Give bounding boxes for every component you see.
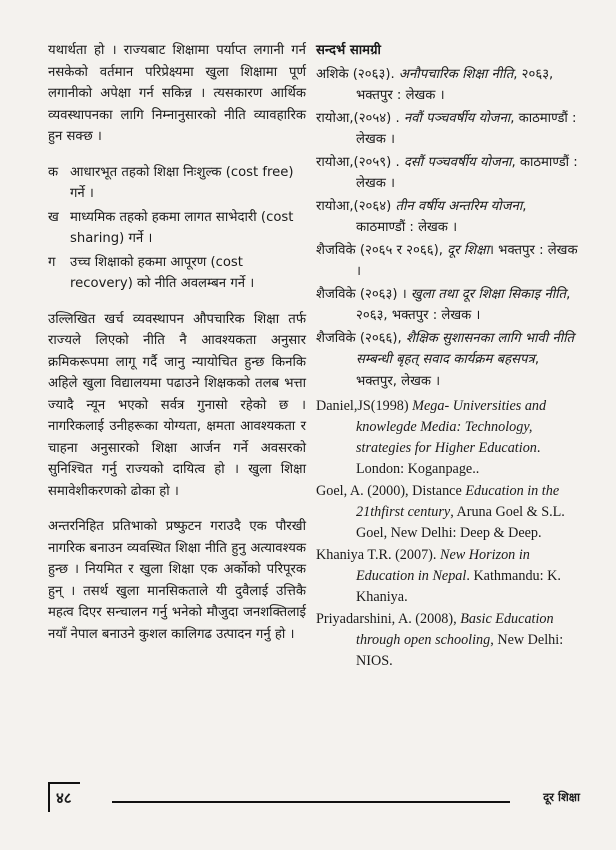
list-item-text: उच्च शिक्षाको हकमा आपूरण (cost recovery) को नीति अवलम्बन गर्ने ।: [70, 254, 255, 291]
reference-text: , Aruna Goel & S.L. Goel, New Delhi: Deep & Deep.: [356, 504, 565, 541]
reference-title: New Horizon in Education in Nepal: [356, 547, 530, 584]
page-number: ४८: [48, 782, 80, 812]
reference-text: , २०६३, भक्तपुर : लेखक ।: [356, 66, 554, 103]
reference-text: , २०६३, भक्तपुर : लेखक ।: [356, 286, 571, 323]
page-footer: [48, 782, 580, 812]
reference-item: [316, 240, 578, 283]
reference-item: [316, 152, 578, 195]
reference-title: Basic Education through open schooling: [356, 611, 554, 648]
reference-text: , काठमाण्डौं : लेखक ।: [356, 110, 577, 147]
paragraph-intro: यथार्थता हो । राज्यबाट शिक्षामा पर्याप्त लगानी गर्न नसकेको वर्तमान परिप्रेक्ष्यमा खुला शिक्षामा पूर्ण लगानीको अपेक्षा गर्न सकिन्न । त्यसकारण आर्थिक व्यवस्थापनका लागि निम्नानुसारको नीति व्यावहारिक हुन सक्छ ।: [48, 43, 306, 144]
list-item-text: माध्यमिक तहको हकमा लागत साभेदारी (cost sharing) गर्ने ।: [70, 209, 294, 246]
reference-text: रायोआ,(२०५९) .: [316, 154, 404, 170]
reference-text: Khaniya T.R. (2007).: [316, 547, 440, 563]
reference-text: Priyadarshini, A. (2008),: [316, 611, 461, 627]
reference-item: [316, 284, 578, 327]
reference-text: , New Delhi: NIOS.: [356, 632, 564, 669]
reference-text: Daniel,JS(1998): [316, 398, 413, 414]
reference-text: . London: Koganpage..: [356, 440, 541, 477]
reference-text: शैजविके (२०६३) ।: [316, 286, 411, 302]
reference-text: Goel, A. (2000), Distance: [316, 483, 466, 499]
reference-text: । भक्तपुर : लेखक ।: [356, 242, 578, 279]
paragraph-expenditure: उल्लिखित खर्च व्यवस्थापन औपचारिक शिक्षा तर्फ राज्यले लिएको नीति नै आवश्यकता अनुसार क्रमिकरूपमा लागू गर्दै जानु न्यायोचित हुन्छ किनकि अहिले खुला विद्यालयमा पढाउने शिक्षकको तलब भत्ता ज्यादै न्यून भएको सर्वत्र गुनासो रहेको छ । नागरिकलाई उनीहरूका योग्यता, क्षमता आवश्यकता र चाहना अनुसारको शिक्षा आर्जन गर्ने अवसरको सुनिश्चित गर्नु राज्यको दायित्व हो । खुला शिक्षा समावेशीकरणको ढोका हो ।: [48, 311, 306, 499]
reference-item: [316, 64, 578, 107]
list-item: [48, 162, 306, 205]
list-item-text: आधारभूत तहको शिक्षा निःशुल्क (cost free) गर्ने ।: [70, 164, 294, 201]
reference-text: शैजविके (२०६५ र २०६६),: [316, 242, 448, 258]
list-item: [48, 207, 306, 250]
reference-text: , काठमाण्डौं : लेखक ।: [356, 198, 527, 235]
reference-text: शैजविके (२०६६),: [316, 330, 406, 346]
reference-title: दसौं पञ्चवर्षीय योजना: [403, 154, 512, 170]
reference-title: अनौपचारिक शिक्षा नीति: [398, 66, 514, 82]
list-marker: क: [48, 164, 59, 180]
references-column: [316, 40, 578, 673]
reference-text: रायोआ,(२०६४): [316, 198, 396, 214]
reference-title: Mega- Universities and knowlegde Media: Technology, strategies for Higher Education: [356, 398, 547, 456]
references-heading: सन्दर्भ सामग्री: [316, 43, 381, 58]
reference-title: नवौं पञ्चवर्षीय योजना: [403, 110, 511, 126]
reference-text: , काठमाण्डौं : लेखक ।: [356, 154, 578, 191]
reference-item: [316, 609, 578, 672]
footer-rule: [112, 801, 510, 803]
reference-title: शैक्षिक सुशासनका लागि भावी नीति सम्बन्धी बृहत् सवाद कार्यक्रम बहसपत्र: [356, 330, 575, 367]
list-item: [48, 252, 306, 295]
reference-text: रायोआ,(२०५४) .: [316, 110, 404, 126]
list-marker: ग: [48, 254, 56, 270]
reference-item: [316, 328, 578, 393]
left-column: [48, 40, 306, 659]
reference-text: . Kathmandu: K. Khaniya.: [356, 568, 561, 605]
journal-name: दूर शिक्षा: [543, 790, 580, 804]
list-marker: ख: [48, 209, 59, 225]
reference-title: खुला तथा दूर शिक्षा सिकाइ नीति: [410, 286, 567, 302]
policy-list: [48, 162, 306, 295]
reference-item: [316, 545, 578, 608]
reference-list-nepali: [316, 64, 578, 393]
reference-item: [316, 396, 578, 480]
reference-title: दूर शिक्षा: [447, 242, 489, 258]
reference-item: [316, 196, 578, 239]
reference-text: अशिके (२०६३).: [316, 66, 399, 82]
reference-item: [316, 108, 578, 151]
reference-text: , भक्तपुर, लेखक ।: [356, 352, 540, 389]
reference-item: [316, 481, 578, 544]
reference-title: Education in the 21thfirst century: [356, 483, 560, 520]
paragraph-conclusion: अन्तरनिहित प्रतिभाको प्रष्फुटन गराउदै एक पौरखी नागरिक बनाउन व्यवस्थित शिक्षा नीति हुनु अत्यावश्यक हुन्छ । नियमित र खुला शिक्षा एक अर्कोको परिपूरक हुन् । तसर्थ खुला मानसिकताले यी दुवैलाई उत्तिकै महत्व दिएर सन्चालन गर्नु भनेको मौजुदा जनशक्तिलाई नयाँ नेपाल बनाउने कुशल कालिगढ उत्पादन गर्नु हो ।: [48, 519, 306, 642]
reference-title: तीन वर्षीय अन्तरिम योजना: [395, 198, 523, 214]
reference-list-english: [316, 396, 578, 672]
